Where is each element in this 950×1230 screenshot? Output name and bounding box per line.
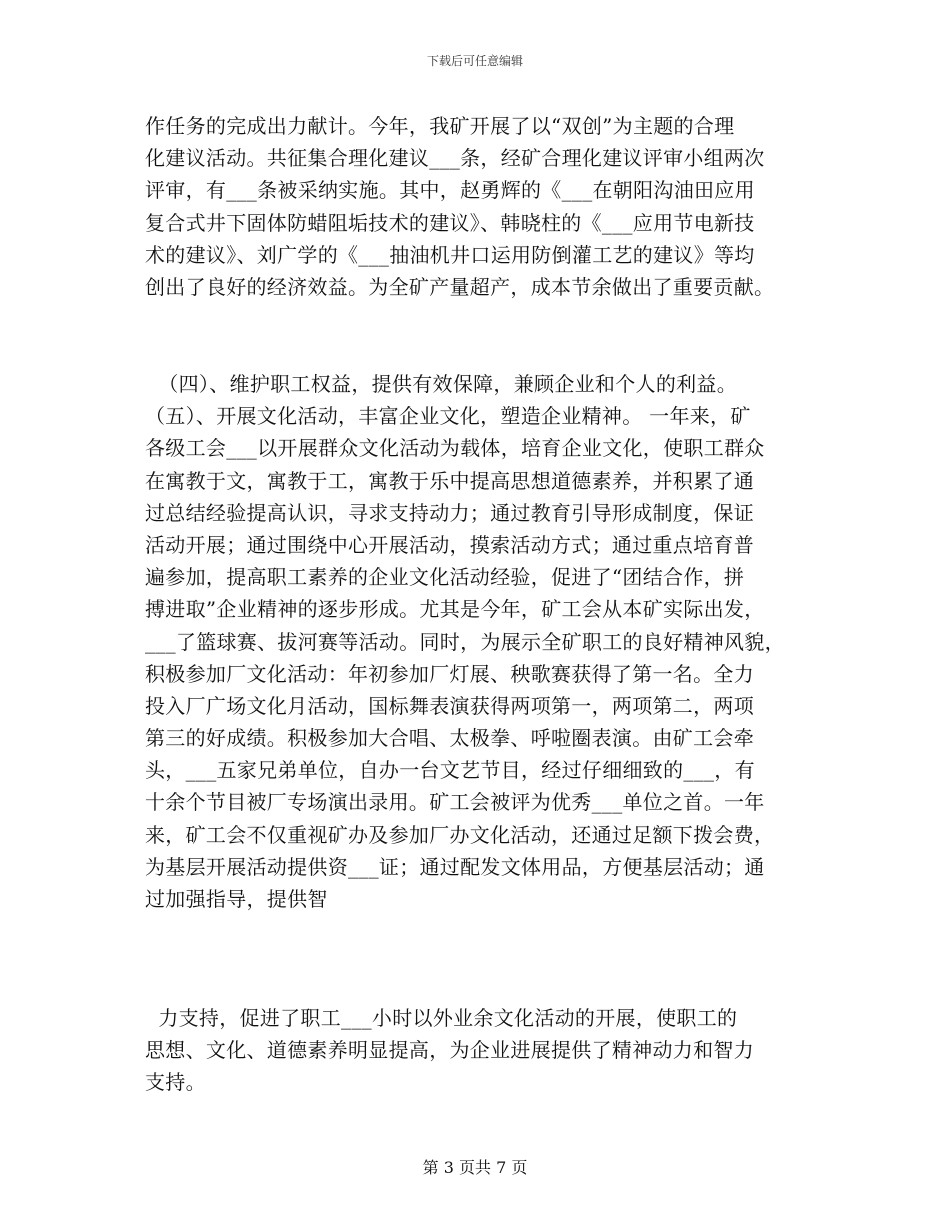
text-line: 过总结经验提高认识，寻求支持动力；通过教育引导形成制度，保证 — [145, 500, 754, 525]
text-line: 在寓教于文，寓教于工，寓教于乐中提高思想道德素养，并积累了通 — [145, 468, 754, 493]
paragraph-suggestions — [145, 110, 825, 303]
page-header: 下载后可任意编辑 — [426, 54, 523, 68]
text-line: 创出了良好的经济效益。为全矿产量超产，成本节余做出了重要贡献。 — [145, 274, 775, 299]
paragraph-culture — [145, 368, 825, 915]
text-line: 十余个节目被厂专场演出录用。矿工会被评为优秀___单位之首。一年 — [145, 790, 765, 815]
text-line: 来，矿工会不仅重视矿办及参加厂办文化活动，还通过足额下拨会费， — [145, 822, 775, 847]
text-line: 复合式井下固体防蜡阻垢技术的建议》、韩晓柱的《___应用节电新技 — [145, 210, 755, 235]
section-heading-4: （四）、维护职工权益，提供有效保障，兼顾企业和个人的利益。 — [145, 372, 738, 396]
page-footer: 第 3 页共 7 页 — [422, 1158, 528, 1177]
paragraph-conclusion — [145, 1002, 825, 1099]
text-line: 第三的好成绩。积极参加大合唱、太极拳、呼啦圈表演。由矿工会牵 — [145, 726, 754, 751]
text-line: 积极参加厂文化活动：年初参加厂灯展、秧歌赛获得了第一名。全力 — [145, 661, 754, 686]
text-line: 遍参加，提高职工素养的企业文化活动经验，促进了“团结合作，拼 — [145, 565, 745, 590]
text-line: 评审，有___条被采纳实施。其中，赵勇辉的《___在朝阳沟油田应用 — [145, 178, 755, 203]
text-line: 搏进取”企业精神的逐步形成。尤其是今年，矿工会从本矿实际出发， — [145, 597, 765, 622]
text-line: 过加强指导，提供智 — [145, 887, 328, 911]
text-line: 力支持，促进了职工___小时以外业余文化活动的开展，使职工的 — [145, 1006, 738, 1030]
text-line: 头，___五家兄弟单位，自办一台文艺节目，经过仔细细致的___，有 — [145, 758, 755, 783]
text-line: 支持。 — [145, 1070, 206, 1095]
text-line: 思想、文化、道德素养明显提高，为企业进展提供了精神动力和智力 — [145, 1038, 754, 1063]
text-line: ___了篮球赛、拔河赛等活动。同时，为展示全矿职工的良好精神风貌， — [145, 629, 785, 654]
text-line: 为基层开展活动提供资___证；通过配发文体用品，方便基层活动；通 — [145, 854, 765, 879]
section-heading-5: （五）、开展文化活动，丰富企业文化，塑造企业精神。 一年来，矿 — [145, 404, 751, 429]
text-line: 术的建议》、刘广学的《___抽油机井口运用防倒灌工艺的建议》等均 — [145, 242, 755, 267]
text-line: 投入厂广场文化月活动，国标舞表演获得两项第一，两项第二，两项 — [145, 693, 754, 718]
text-line: 活动开展；通过围绕中心开展活动，摸索活动方式；通过重点培育普 — [145, 532, 754, 557]
text-line: 作任务的完成出力献计。今年，我矿开展了以“双创”为主题的合理 — [145, 114, 735, 138]
text-line: 化建议活动。共征集合理化建议___条，经矿合理化建议评审小组两次 — [145, 146, 765, 171]
text-line: 各级工会___以开展群众文化活动为载体，培育企业文化，使职工群众 — [145, 436, 765, 461]
